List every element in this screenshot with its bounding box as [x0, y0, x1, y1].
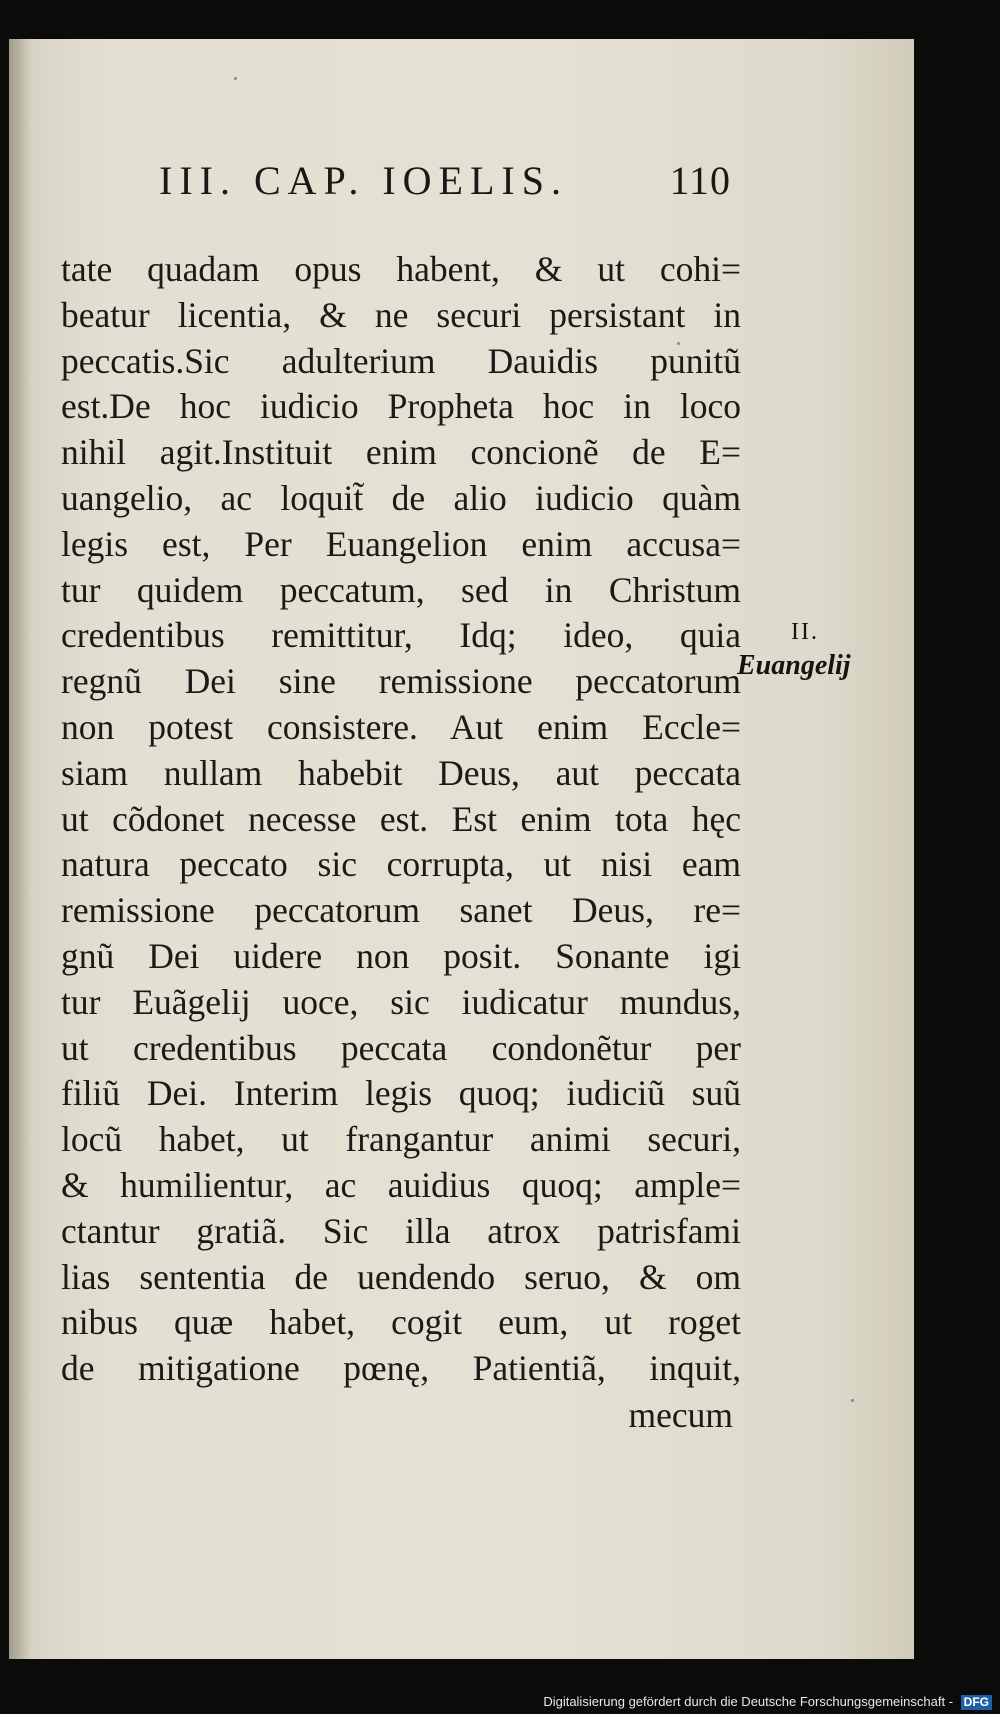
text-line: non potest consistere. Aut enim Eccle= [61, 706, 741, 747]
text-line: lias sententia de uendendo seruo, & om [61, 1256, 741, 1297]
margin-note-label: Euangelij [737, 650, 851, 681]
text-line: filiũ Dei. Interim legis quoq; iudiciũ suũ [61, 1073, 741, 1114]
text-line: uangelio, ac loquit̃ de alio iudicio quàm [61, 477, 741, 518]
credit-text: Digitalisierung gefördert durch die Deutsche Forschungsgemeinschaft - [543, 1693, 954, 1709]
text-line: & humilientur, ac auidius quoq; ample= [61, 1164, 741, 1205]
text-line: de mitigatione pœnę, Patientiã, inquit, [61, 1348, 741, 1389]
text-line: ctantur gratiã. Sic illa atrox patrisfami [61, 1210, 741, 1251]
page-number: 110 [669, 158, 731, 203]
text-line: locũ habet, ut frangantur animi securi, [61, 1119, 741, 1160]
gutter-shadow [9, 39, 31, 1659]
text-line: tur quidem peccatum, sed in Christum [61, 569, 741, 610]
paper-speck [234, 77, 237, 80]
catchword: mecum [628, 1394, 733, 1435]
text-line: remissione peccatorum sanet Deus, re= [61, 890, 741, 931]
paper-speck [851, 1399, 854, 1402]
text-line: est.De hoc iudicio Propheta hoc in loco [61, 386, 741, 427]
running-head-title: III. CAP. IOELIS. [159, 158, 568, 203]
text-line: beatur licentia, & ne securi persistant in [61, 294, 741, 335]
dfg-logo: DFG [961, 1695, 992, 1710]
text-line: gnũ Dei uidere non posit. Sonante igi [61, 935, 741, 976]
body-text [61, 247, 741, 1439]
text-line: legis est, Per Euangelion enim accusa= [61, 523, 741, 564]
text-line: credentibus remittitur, Idq; ideo, quia [61, 615, 741, 656]
book-page [9, 39, 914, 1659]
text-line: peccatis.Sic adulterium Dauidis punitũ [61, 340, 741, 381]
text-line: siam nullam habebit Deus, aut peccata [61, 752, 741, 793]
margin-note [737, 617, 851, 683]
text-line: nibus quæ habet, cogit eum, ut roget [61, 1302, 741, 1343]
text-line: regnũ Dei sine remissione peccatorum [61, 661, 741, 702]
text-line: ut cõdonet necesse est. Est enim tota hęc [61, 798, 741, 839]
margin-note-number: II. [791, 619, 819, 645]
running-head [159, 157, 731, 204]
digitization-credit [0, 1694, 992, 1710]
text-line: tur Euãgelij uoce, sic iudicatur mundus, [61, 981, 741, 1022]
text-line: natura peccato sic corrupta, ut nisi eam [61, 844, 741, 885]
text-line: tate quadam opus habent, & ut cohi= [61, 249, 741, 289]
text-line: nihil agit.Instituit enim concionẽ de E= [61, 432, 741, 473]
text-line: ut credentibus peccata condonẽtur per [61, 1027, 741, 1068]
